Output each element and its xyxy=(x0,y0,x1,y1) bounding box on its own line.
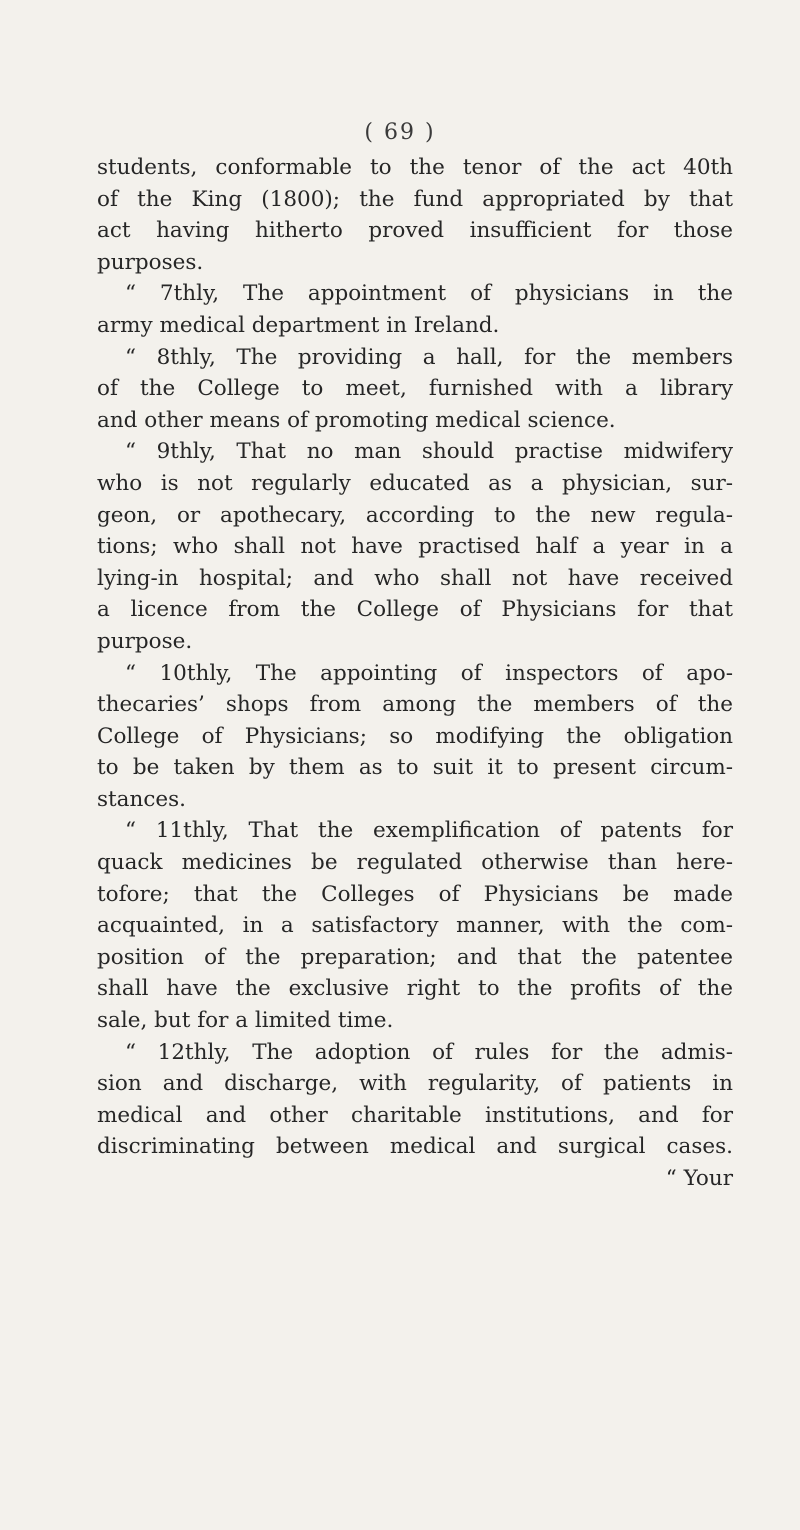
text-line: lying-in hospital; and who shall not have received xyxy=(97,565,733,591)
text-line: who is not regularly educated as a physician, sur- xyxy=(97,470,733,496)
text-line: “ 12thly, The adoption of rules for the admis- xyxy=(125,1039,733,1065)
text-line: army medical department in Ireland. xyxy=(97,312,500,338)
text-line: and other means of promoting medical science. xyxy=(97,407,616,433)
text-line: of the King (1800); the fund appropriated by that xyxy=(97,186,733,212)
text-line: College of Physicians; so modifying the obligation xyxy=(97,723,733,749)
text-line: “ 11thly, That the exemplification of patents for xyxy=(125,818,733,844)
text-line: students, conformable to the tenor of the act 40th xyxy=(97,155,733,180)
text-line: “ 10thly, The appointing of inspectors of apo- xyxy=(125,660,733,686)
text-line: of the College to meet, furnished with a library xyxy=(97,376,733,402)
text-line: thecaries’ shops from among the members of the xyxy=(97,692,733,718)
text-line: “ 8thly, The providing a hall, for the members xyxy=(125,344,733,370)
text-line: tions; who shall not have practised half a year in a xyxy=(97,534,733,560)
page-number: ( 69 ) xyxy=(364,120,436,145)
text-line: medical and other charitable institutions, and for xyxy=(97,1102,733,1128)
text-line: stances. xyxy=(97,786,186,812)
text-line: act having hitherto proved insufficient for those xyxy=(97,218,733,244)
text-line: tofore; that the Colleges of Physicians be made xyxy=(97,881,733,907)
text-line: purposes. xyxy=(97,249,204,275)
text-line: position of the preparation; and that the patentee xyxy=(97,944,733,970)
text-line: to be taken by them as to suit it to present circum- xyxy=(97,755,733,781)
body-text xyxy=(97,152,733,1195)
text-line: sale, but for a limited time. xyxy=(97,1008,394,1034)
text-line: “ 7thly, The appointment of physicians in the xyxy=(125,281,733,307)
text-line: “ 9thly, That no man should practise midwifery xyxy=(125,439,733,465)
text-line: a licence from the College of Physicians for that xyxy=(97,597,733,623)
text-line: discriminating between medical and surgical cases. xyxy=(97,1134,733,1160)
catchword: “ Your xyxy=(665,1166,733,1191)
text-line: quack medicines be regulated otherwise than here- xyxy=(97,850,733,876)
text-line: sion and discharge, with regularity, of patients in xyxy=(97,1071,733,1097)
text-line: shall have the exclusive right to the profits of the xyxy=(97,976,733,1002)
text-line: geon, or apothecary, according to the new regula- xyxy=(97,502,733,528)
text-line: purpose. xyxy=(97,628,193,654)
text-line: acquainted, in a satisfactory manner, with the com- xyxy=(97,913,733,939)
